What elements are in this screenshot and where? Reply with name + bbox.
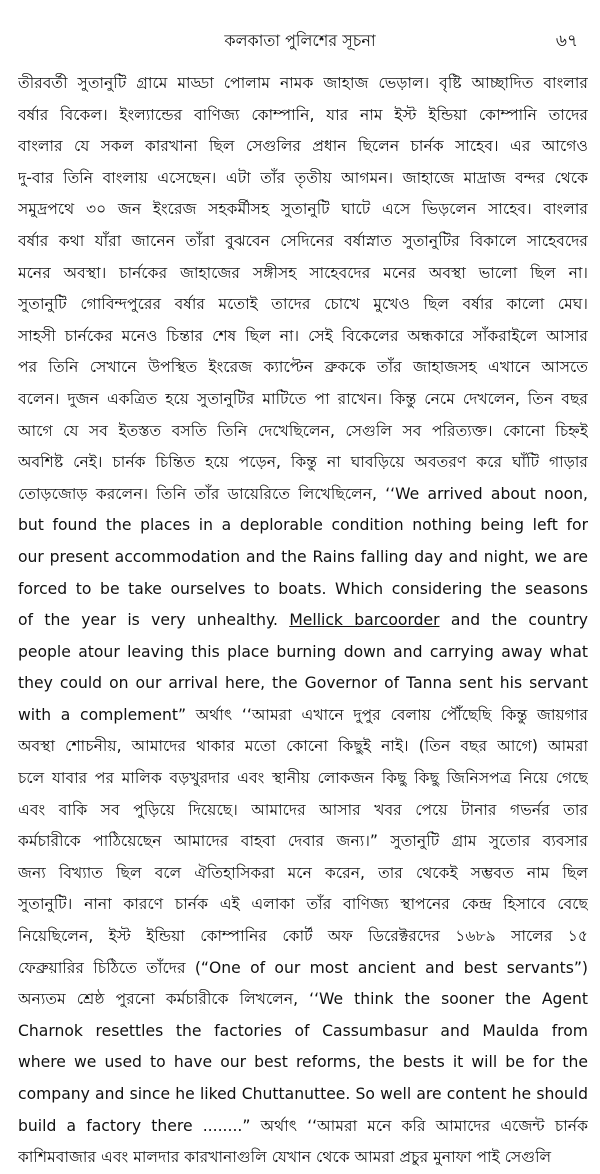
text-line: নিয়েছিলেন, ইস্ট ইন্ডিয়া কোম্পানির কোর্ট অফ ডিরেক্টরদের ১৬৮৯ সালের ১৫ [18, 927, 588, 946]
text-line: বলেন। দুজন একত্রিত হয়ে সুতানুটির মাটিতে পা রাখেন। কিন্তু নেমে দেখলেন, তিন বছর [18, 389, 588, 408]
text-line: ফেব্রুয়ারির চিঠিতে তাঁদের (“One of our most ancient and best servants”) [18, 958, 588, 977]
text-line: build a factory there ........” অর্থাৎ ‘‘আমরা মনে করি আমাদের এজেন্ট চার্নক [18, 1116, 588, 1135]
text-line: দু-বার তিনি বাংলায় এসেছেন। এটা তাঁর তৃতীয় আগমন। জাহাজে মাদ্রাজ বন্দর থেকে [18, 168, 588, 187]
text-line: কাশিমবাজার এবং মালদার কারখানাগুলি যেখান থেকে আমরা প্রচুর মুনাফা পাই সেগুলি [18, 1148, 552, 1167]
text-line: people atour leaving this place burning down and carrying away what [18, 642, 588, 661]
text-line: সমুদ্রপথে ৩০ জন ইংরেজ সহকর্মীসহ সুতানুটি ঘাটে এসে ভিড়লেন সাহেব। বাংলার [18, 200, 588, 219]
body-text [18, 68, 588, 1174]
text-line: but found the places in a deplorable condition nothing being left for [18, 516, 588, 535]
text-line: সুতানুটি। নানা কারণে চার্নক এই এলাকা তাঁর বাণিজ্য স্থাপনের কেন্দ্র হিসাবে বেছে [18, 895, 588, 914]
text-line: অবশিষ্ট নেই। চার্নক চিন্তিত হয়ে পড়েন, কিন্তু না ঘাবড়িয়ে অবতরণ করে ঘাঁটি গাড়ার [18, 453, 588, 472]
page-header [0, 30, 600, 54]
text-line: পর তিনি সেখানে উপস্থিত ইংরেজ ক্যাপ্টেন ব্রুককে তাঁর জাহাজসহ এখানে আসতে [18, 358, 588, 377]
text-line: Charnok resettles the factories of Cassumbasur and Maulda from [18, 1021, 588, 1040]
underlined-name: Mellick barcoorder [289, 611, 440, 630]
text-line-mixed [18, 605, 588, 637]
text-line: বর্ষার কথা যাঁরা জানেন তাঁরা বুঝবেন সেদিনের বর্ষাস্নাত সুতানুটির বিকালে সাহেবদের [18, 231, 588, 250]
text-segment: of the year is very unhealthy. [18, 611, 278, 630]
text-line: জন্য বিখ্যাত ছিল বলে ঐতিহাসিকরা মনে করেন, তার থেকেই সম্ভবত নাম ছিল [18, 863, 588, 882]
text-segment: and the country [439, 611, 588, 630]
text-line: forced to be take ourselves to boats. Which considering the seasons [18, 579, 588, 598]
text-line: বাংলার যে সকল কারখানা ছিল সেগুলির প্রধান ছিলেন চার্নক সাহেব। এর আগেও [18, 137, 588, 156]
text-line: অন্যতম শ্রেষ্ঠ পুরনো কর্মচারীকে লিখলেন, ‘‘We think the sooner the Agent [18, 990, 588, 1009]
text-line: অবস্থা শোচনীয়, আমাদের থাকার মতো কোনো কিছুই নাই। (তিন বছর আগে) আমরা [18, 737, 588, 756]
text-line: with a complement” অর্থাৎ ‘‘আমরা এখানে দুপুর বেলায় পৌঁছেছি কিন্তু জায়গার [18, 705, 588, 724]
text-line: they could on our arrival here, the Governor of Tanna sent his servant [18, 674, 588, 693]
text-line: কর্মচারীকে পাঠিয়েছেন আমাদের বাহবা দেবার জন্য।” সুতানুটি গ্রাম সুতোর ব্যবসার [18, 832, 588, 851]
text-line: where we used to have our best reforms, the bests it will be for the [18, 1053, 588, 1072]
text-line: আগে যে সব ইতস্তত বসতি তিনি দেখেছিলেন, সেগুলি সব পরিত্যক্ত। কোনো চিহ্নই [18, 421, 588, 440]
page-number: ৬৭ [555, 31, 578, 51]
text-line: চলে যাবার পর মালিক বড়খুরদার এবং স্থানীয় লোকজন কিছু কিছু জিনিসপত্র নিয়ে গেছে [18, 769, 588, 788]
text-line: বর্ষার বিকেল। ইংল্যান্ডের বাণিজ্য কোম্পানি, যার নাম ইস্ট ইন্ডিয়া কোম্পানি তাদের [18, 105, 588, 124]
text-line: সাহসী চার্নকের মনেও চিন্তার শেষ ছিল না। সেই বিকেলের অন্ধকারে সাঁকরাইলে আসার [18, 326, 588, 345]
text-line: মনের অবস্থা। চার্নকের জাহাজের সঙ্গীসহ সাহেবদের মনের অবস্থা ভালো ছিল না। [18, 263, 588, 282]
text-line: our present accommodation and the Rains falling day and night, we are [18, 547, 588, 566]
running-title: কলকাতা পুলিশের সূচনা [224, 31, 376, 50]
text-line: সুতানুটি গোবিন্দপুরের বর্ষার মতোই তাদের চোখে মুখেও ছিল বর্ষার কালো মেঘ। [18, 295, 588, 314]
text-line: তীরবর্তী সুতানুটি গ্রামে মাড্ডা পোলাম নামক জাহাজ ভেড়াল। বৃষ্টি আচ্ছাদিত বাংলার [18, 74, 588, 92]
text-line: তোড়জোড় করলেন। তিনি তাঁর ডায়েরিতে লিখেছিলেন, ‘‘We arrived about noon, [18, 484, 588, 503]
text-line: এবং বাকি সব পুড়িয়ে দিয়েছে। আমাদের আসার খবর পেয়ে টানার গভর্নর তার [18, 800, 588, 819]
text-line: company and since he liked Chuttanuttee. So well are content he should [18, 1085, 588, 1103]
